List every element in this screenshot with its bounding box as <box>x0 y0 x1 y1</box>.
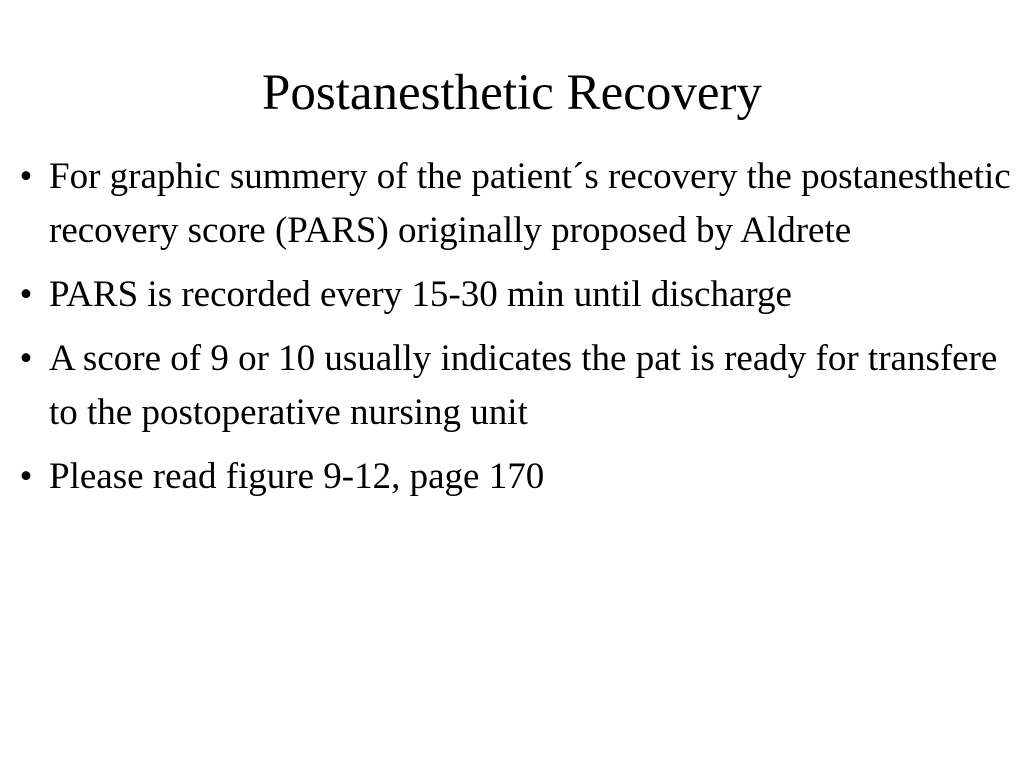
bullet-icon: • <box>19 274 33 315</box>
bullet-item <box>12 450 1012 504</box>
bullet-text: PARS is recorded every 15-30 min until discharge <box>49 274 792 315</box>
bullet-text: Please read figure 9-12, page 170 <box>49 456 545 497</box>
bullet-item <box>12 332 1012 440</box>
bullet-item <box>12 268 1012 322</box>
bullet-list <box>12 150 1012 514</box>
slide-title: Postanesthetic Recovery <box>262 65 762 121</box>
bullet-icon: • <box>19 338 33 379</box>
bullet-icon: • <box>19 456 33 497</box>
bullet-icon: • <box>19 156 33 197</box>
bullet-text: For graphic summery of the patient´s recovery the postanesthetic recovery score (PARS) originally proposed by Aldrete <box>49 156 1011 251</box>
bullet-item <box>12 150 1012 258</box>
bullet-text: A score of 9 or 10 usually indicates the pat is ready for transfere to the postoperative nursing unit <box>49 338 998 433</box>
